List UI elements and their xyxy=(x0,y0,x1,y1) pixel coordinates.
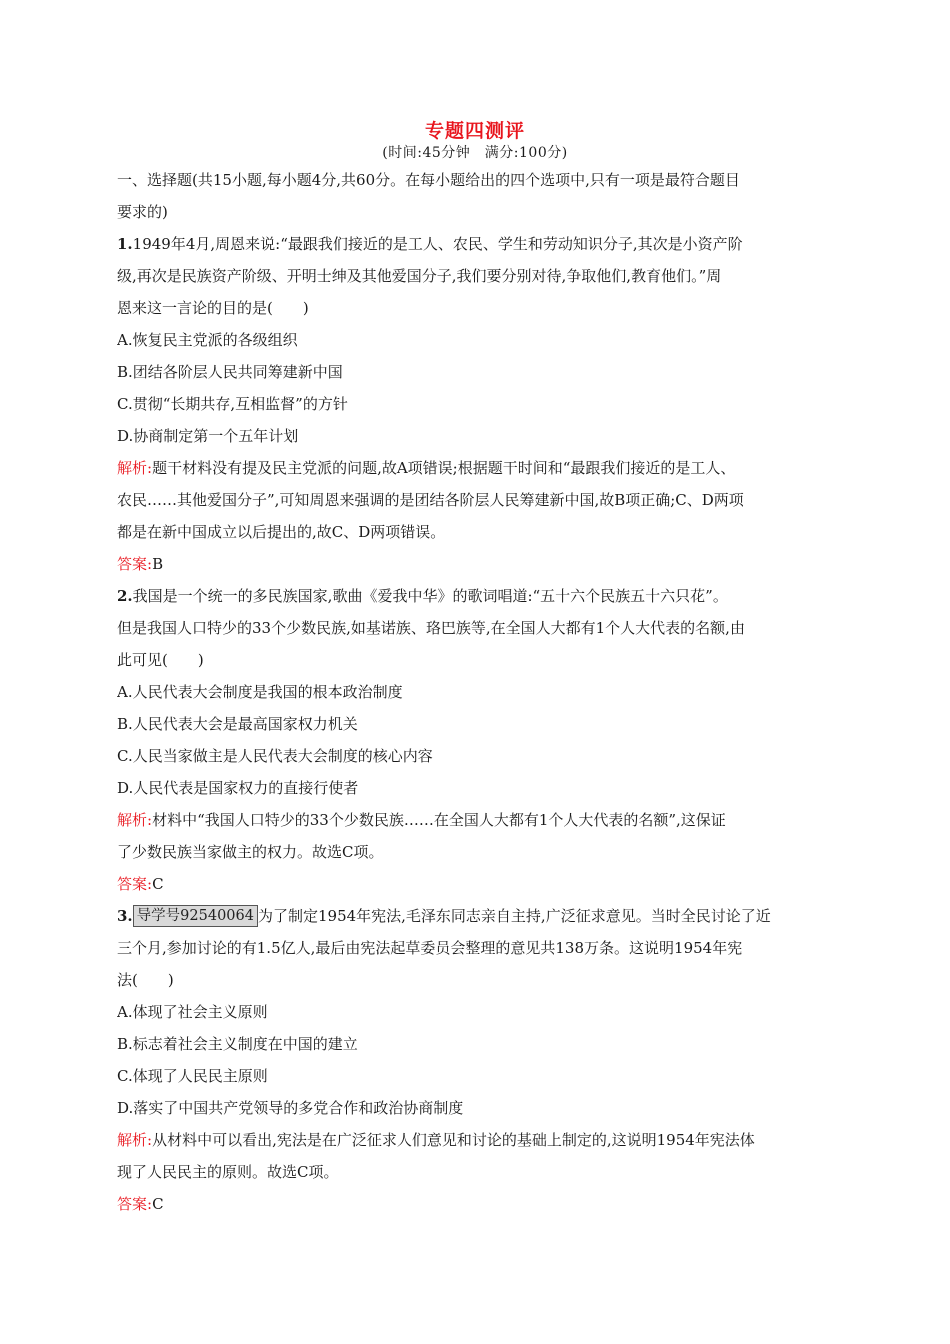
section-heading xyxy=(117,164,835,228)
option-a: A.人民代表大会制度是我国的根本政治制度 xyxy=(117,683,403,701)
option-c: C.体现了人民民主原则 xyxy=(117,1067,268,1085)
question-stem-line: 但是我国人口特少的33个少数民族,如基诺族、珞巴族等,在全国人大都有1个人大代表的名额,由 xyxy=(117,619,745,637)
answer-line xyxy=(117,548,835,580)
analysis-line: 现了人民民主的原则。故选C项。 xyxy=(117,1163,339,1181)
question-stem-line: 2.我国是一个统一的多民族国家,歌曲《爱我中华》的歌词唱道:“五十六个民族五十六只花”。 xyxy=(117,587,728,605)
answer-label: 答案: xyxy=(117,1195,153,1213)
option-b: B.团结各阶层人民共同筹建新中国 xyxy=(117,363,343,381)
analysis-line: 解析:材料中“我国人口特少的33个少数民族……在全国人大都有1个人大代表的名额”,这保证 xyxy=(117,811,726,829)
analysis-line: 了少数民族当家做主的权力。故选C项。 xyxy=(117,843,384,861)
analysis-label: 解析: xyxy=(117,811,153,829)
answer-line xyxy=(117,1188,835,1220)
question-3 xyxy=(117,900,835,1220)
answer-label: 答案: xyxy=(117,555,153,573)
answer-value: B xyxy=(152,555,164,573)
answer-value: C xyxy=(152,1195,164,1213)
section-heading-line: 一、选择题(共15小题,每小题4分,共60分。在每小题给出的四个选项中,只有一项是最符合题目 xyxy=(117,171,740,189)
question-stem-line: 此可见( ) xyxy=(117,651,204,669)
option-c: C.人民当家做主是人民代表大会制度的核心内容 xyxy=(117,747,433,765)
question-2 xyxy=(117,580,835,900)
option-b: B.人民代表大会是最高国家权力机关 xyxy=(117,715,358,733)
guide-number-tag[interactable]: 导学号92540064 xyxy=(133,905,258,927)
answer-line xyxy=(117,868,835,900)
answer-label: 答案: xyxy=(117,875,153,893)
question-stem-line: 恩来这一言论的目的是( ) xyxy=(117,299,309,317)
option-b: B.标志着社会主义制度在中国的建立 xyxy=(117,1035,358,1053)
analysis-line: 解析:从材料中可以看出,宪法是在广泛征求人们意见和讨论的基础上制定的,这说明1954年宪法体 xyxy=(117,1131,755,1149)
analysis-line: 解析:题干材料没有提及民主党派的问题,故A项错误;根据题干时间和“最跟我们接近的是工人、 xyxy=(117,459,736,477)
page-subtitle: (时间:45分钟 满分:100分) xyxy=(382,145,568,161)
option-c: C.贯彻“长期共存,互相监督”的方针 xyxy=(117,395,348,413)
question-number: 2. xyxy=(117,587,133,605)
question-1 xyxy=(117,228,835,580)
question-number: 1. xyxy=(117,235,133,253)
option-a: A.恢复民主党派的各级组织 xyxy=(117,331,298,349)
analysis-line: 都是在新中国成立以后提出的,故C、D两项错误。 xyxy=(117,523,446,541)
analysis-label: 解析: xyxy=(117,1131,153,1149)
analysis-label: 解析: xyxy=(117,459,153,477)
question-number: 3. xyxy=(117,907,133,925)
question-stem-line: 三个月,参加讨论的有1.5亿人,最后由宪法起草委员会整理的意见共138万条。这说明1954年宪 xyxy=(117,939,743,957)
option-d: D.协商制定第一个五年计划 xyxy=(117,427,299,445)
option-a: A.体现了社会主义原则 xyxy=(117,1003,268,1021)
question-stem-line: 法( ) xyxy=(117,971,174,989)
section-heading-line: 要求的) xyxy=(117,203,168,221)
option-d: D.人民代表是国家权力的直接行使者 xyxy=(117,779,359,797)
document-body xyxy=(117,164,835,1220)
question-stem-line: 级,再次是民族资产阶级、开明士绅及其他爱国分子,我们要分别对待,争取他们,教育他们。”周 xyxy=(117,267,722,285)
question-stem-line: 1.1949年4月,周恩来说:“最跟我们接近的是工人、农民、学生和劳动知识分子,其次是小资产阶 xyxy=(117,235,743,253)
analysis-line: 农民……其他爱国分子”,可知周恩来强调的是团结各阶层人民筹建新中国,故B项正确;C、D两项 xyxy=(117,491,744,509)
option-d: D.落实了中国共产党领导的多党合作和政治协商制度 xyxy=(117,1099,464,1117)
answer-value: C xyxy=(152,875,164,893)
question-stem-line: 3. 导学号92540064 为了制定1954年宪法,毛泽东同志亲自主持,广泛征求意见。当时全民讨论了近 xyxy=(117,907,771,925)
page-title: 专题四测评 xyxy=(424,120,525,142)
